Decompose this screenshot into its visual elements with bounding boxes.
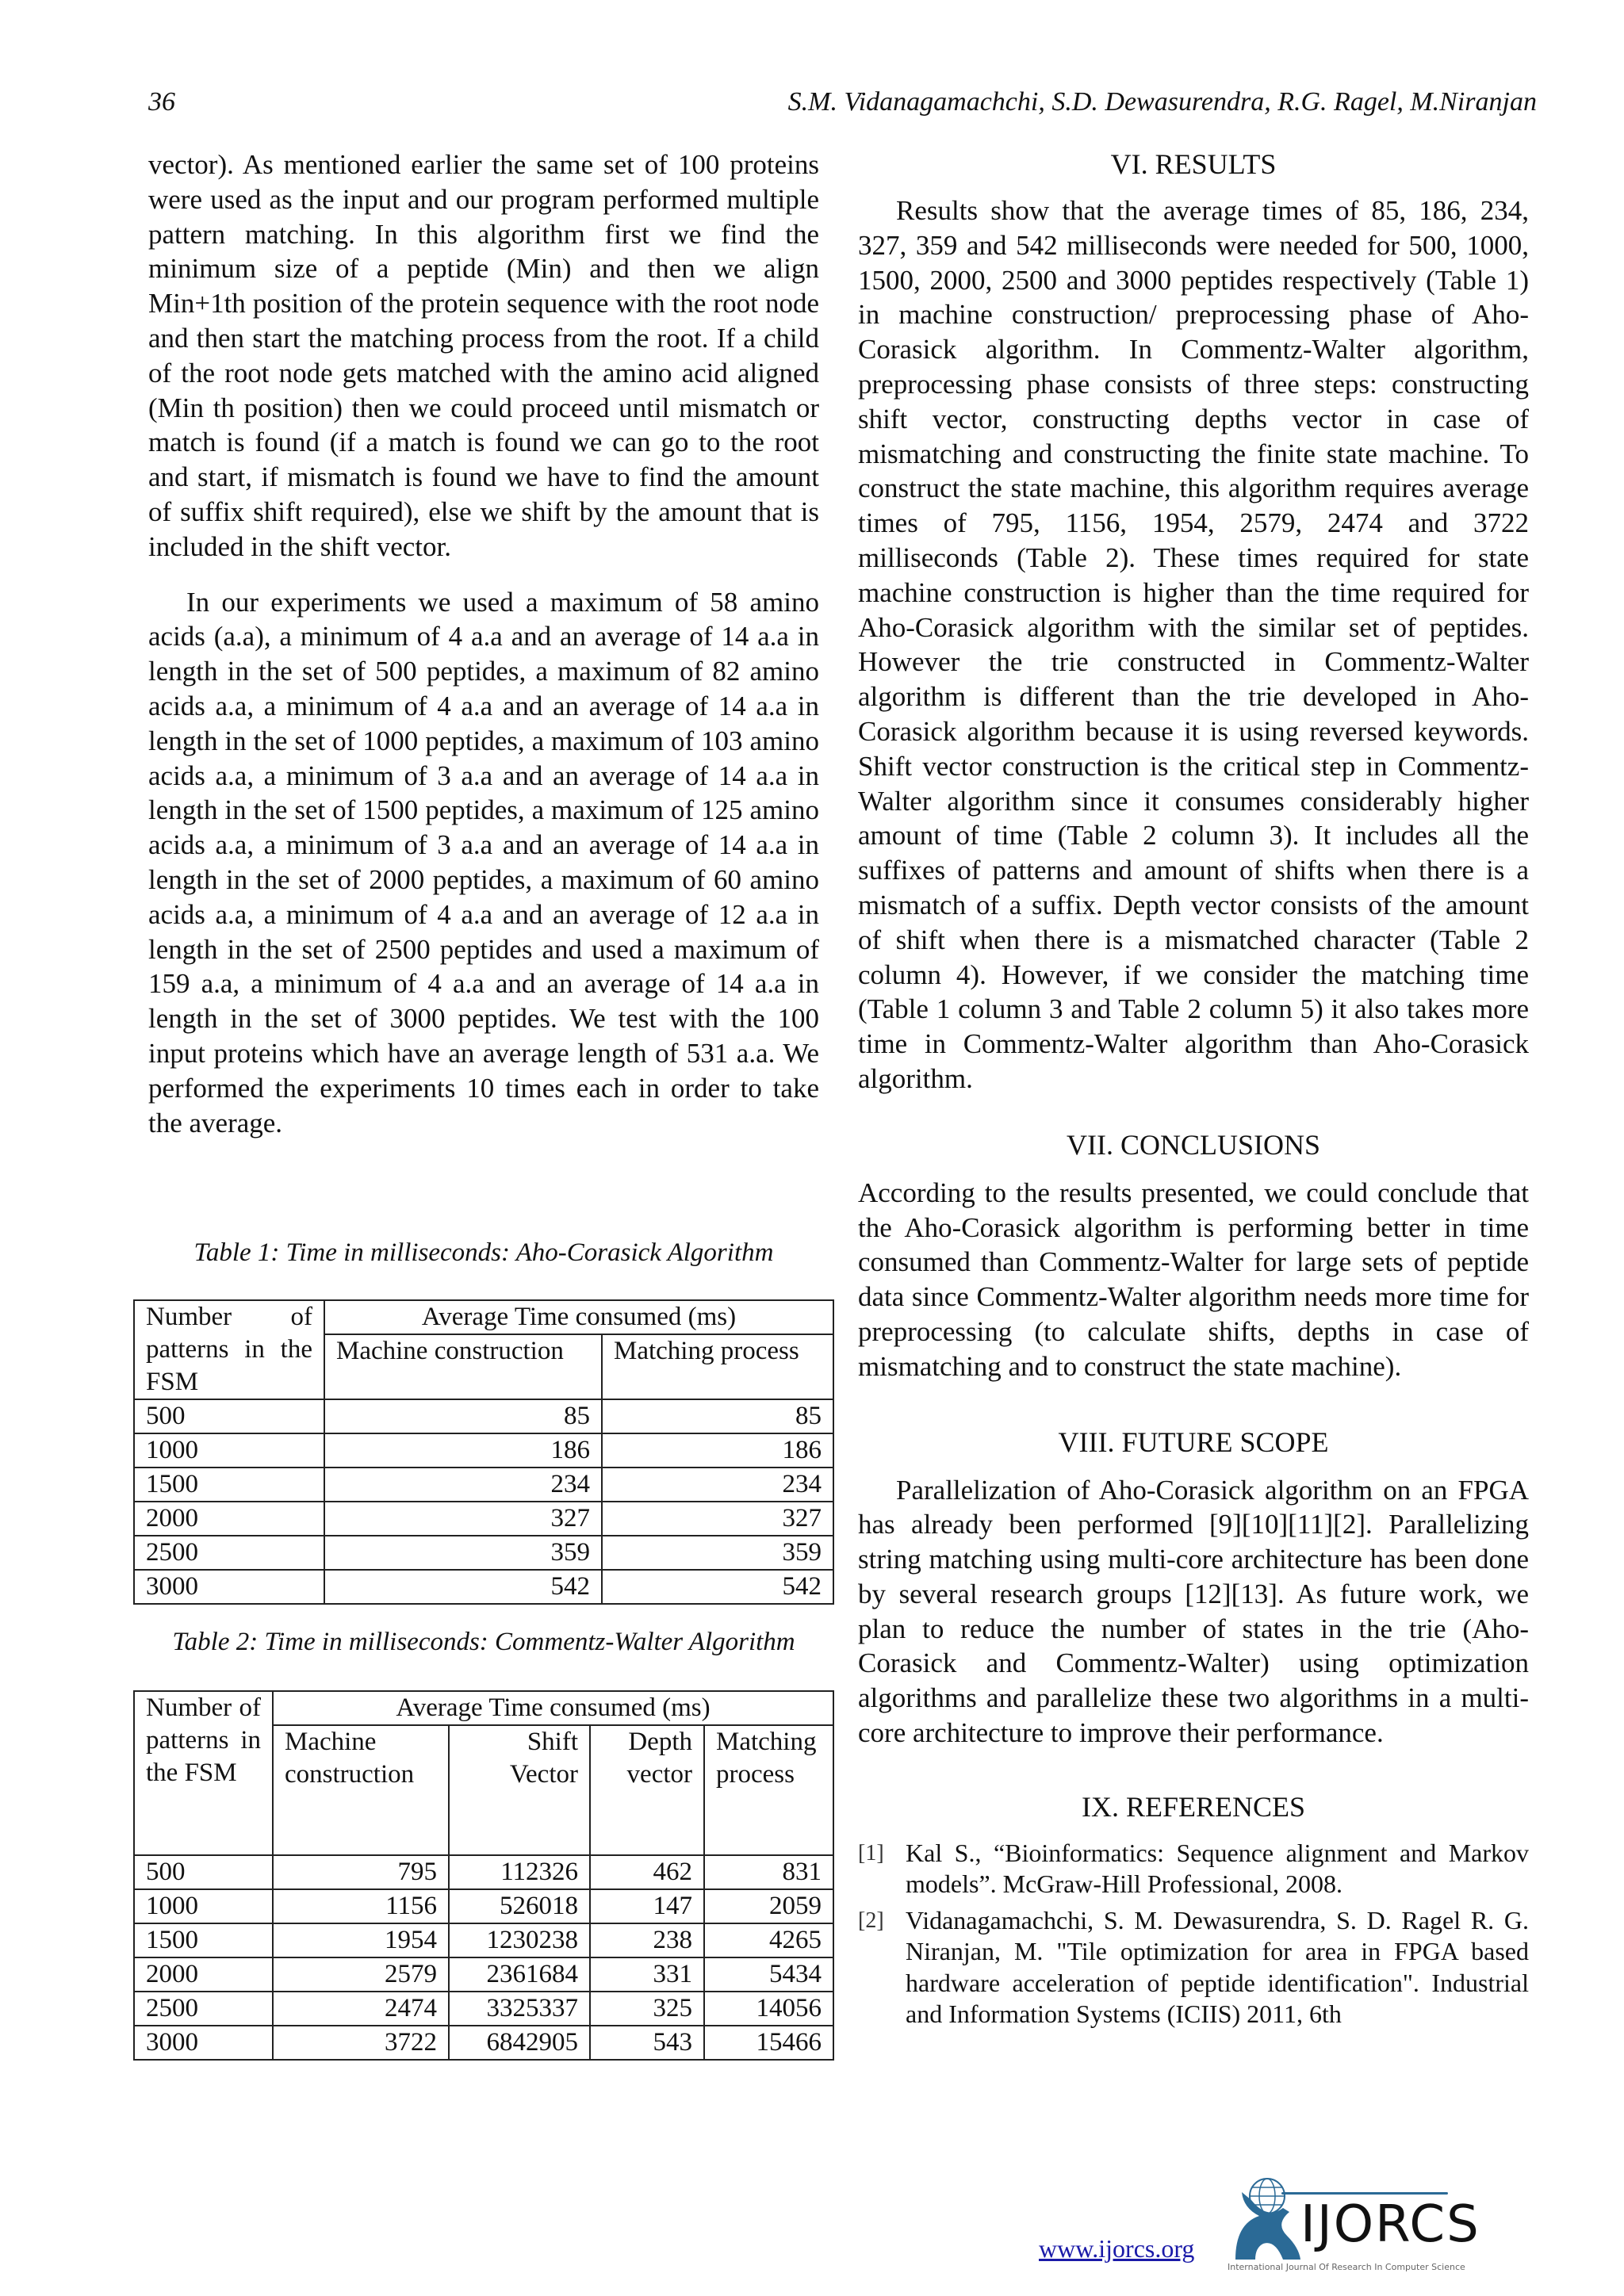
reference-number: [1] [858, 1840, 884, 1866]
paragraph: vector). As mentioned earlier the same set of 100 proteins were used as the input and our program performed multiple pattern matching. In this algorithm first we find the minimum size of a peptide (Min) and then we align Min+1th position of the protein sequence with the root node and then start the matching process from the root. If a child of the root node gets matched with the amino acid aligned (Min th position) then we could proceed until mismatch or match is found (if a match is found we can go to the root and start, if mismatch is found we have to find the amount of suffix shift required), else we shift by the amount that is included in the shift vector. [148, 149, 819, 562]
ijorcs-logo [1228, 2176, 1545, 2275]
table-row [134, 1923, 833, 1957]
value-cell: 1954 [273, 1923, 449, 1957]
value-cell: 542 [324, 1570, 602, 1604]
value-cell: 3325337 [449, 1992, 590, 2026]
value-cell: 4265 [704, 1923, 833, 1957]
row-label-cell: 1500 [134, 1923, 273, 1957]
table-row [134, 1399, 833, 1433]
table-row [134, 1502, 833, 1536]
table-header: Machine construction [273, 1725, 449, 1855]
value-cell: 542 [602, 1570, 833, 1604]
logo-wordmark: IJORCS [1300, 2195, 1480, 2254]
table-header: Matching process [704, 1725, 833, 1855]
left-column [148, 147, 819, 1140]
row-label-cell: 500 [134, 1855, 273, 1889]
table-header: Machine construction [324, 1334, 602, 1399]
value-cell: 325 [590, 1992, 704, 2026]
row-label-cell: 1500 [134, 1468, 324, 1502]
value-cell: 6842905 [449, 2026, 590, 2060]
value-cell: 1230238 [449, 1923, 590, 1957]
table-header: Depth vector [590, 1725, 704, 1855]
value-cell: 327 [602, 1502, 833, 1536]
row-label-cell: 2500 [134, 1536, 324, 1570]
section-heading-references: IX. REFERENCES [1081, 1790, 1306, 1823]
table-row [134, 1433, 833, 1468]
table-row [134, 1468, 833, 1502]
value-cell: 795 [273, 1855, 449, 1889]
paragraph: In our experiments we used a maximum of 58 amino acids (a.a), a minimum of 4 a.a and an average of 14 a.a in length in the set of 500 peptides, a maximum of 82 amino acids a.a, a minimum of 4 a.a and an average of 14 a.a in length in the set of 1000 peptides, a maximum of 103 amino acids a.a, a minimum of 3 a.a and an average of 14 a.a in length in the set of 1500 peptides, a maximum of 125 amino acids a.a, a minimum of 3 a.a and an average of 14 a.a in length in the set of 2000 peptides, a maximum of 60 amino acids a.a, a minimum of 4 a.a and an average of 12 a.a in length in the set of 2500 peptides and used a maximum of 159 a.a, a minimum of 4 a.a and an average of 14 a.a in length in the set of 3000 peptides. We test with the 100 input proteins which have an average length of 531 a.a. We performed the experiments 10 times each in order to take the average. [148, 586, 819, 1138]
value-cell: 1156 [273, 1889, 449, 1923]
journal-link[interactable]: www.ijorcs.org [1039, 2234, 1195, 2263]
value-cell: 238 [590, 1923, 704, 1957]
reference-item [858, 1905, 1529, 2030]
section-heading-future-scope: VIII. FUTURE SCOPE [1058, 1425, 1329, 1458]
value-cell: 2361684 [449, 1957, 590, 1992]
row-label-cell: 3000 [134, 2026, 273, 2060]
value-cell: 85 [324, 1399, 602, 1433]
running-header-authors: S.M. Vidanagamachchi, S.D. Dewasurendra, R.G. Ragel, M.Niranjan [787, 87, 1537, 117]
table1 [133, 1299, 834, 1605]
section-heading-conclusions: VII. CONCLUSIONS [1066, 1128, 1320, 1161]
value-cell: 2474 [273, 1992, 449, 2026]
table-row [134, 1570, 833, 1604]
value-cell: 2579 [273, 1957, 449, 1992]
table-header-group: Average Time consumed (ms) [324, 1300, 833, 1334]
section-heading-results: VI. RESULTS [1110, 148, 1277, 180]
table-header: Shift Vector [449, 1725, 590, 1855]
row-label-cell: 500 [134, 1399, 324, 1433]
table-header: Number of patterns in the FSM [134, 1300, 324, 1399]
table1-caption: Table 1: Time in milliseconds: Aho-Corasick Algorithm [193, 1238, 774, 1267]
table-row [134, 1957, 833, 1992]
value-cell: 15466 [704, 2026, 833, 2060]
value-cell: 331 [590, 1957, 704, 1992]
table-header-group: Average Time consumed (ms) [273, 1691, 833, 1725]
reference-item [858, 1838, 1529, 1900]
value-cell: 831 [704, 1855, 833, 1889]
table-row [134, 1855, 833, 1889]
value-cell: 186 [324, 1433, 602, 1468]
value-cell: 327 [324, 1502, 602, 1536]
value-cell: 85 [602, 1399, 833, 1433]
row-label-cell: 1000 [134, 1433, 324, 1468]
value-cell: 359 [602, 1536, 833, 1570]
value-cell: 112326 [449, 1855, 590, 1889]
right-column [858, 147, 1529, 2030]
row-label-cell: 2000 [134, 1502, 324, 1536]
row-label-cell: 2000 [134, 1957, 273, 1992]
value-cell: 2059 [704, 1889, 833, 1923]
reference-text: Kal S., “Bioinformatics: Sequence alignment and Markov models”. McGraw-Hill Professional, 2008. [906, 1838, 1529, 1899]
logo-subtitle: International Journal Of Research In Computer Science [1228, 2262, 1465, 2272]
table-row [134, 1889, 833, 1923]
reference-text: Vidanagamachchi, S. M. Dewasurendra, S. D. Ragel R. G. Niranjan, M. "Tile optimization for area in FPGA based hardware acceleration of peptide identification". Industrial and Information Systems (ICIIS) 2011, 6th [906, 1905, 1529, 2029]
table-header: Number of patterns in the FSM [134, 1691, 273, 1855]
value-cell: 543 [590, 2026, 704, 2060]
value-cell: 186 [602, 1433, 833, 1468]
value-cell: 234 [324, 1468, 602, 1502]
value-cell: 359 [324, 1536, 602, 1570]
value-cell: 5434 [704, 1957, 833, 1992]
value-cell: 147 [590, 1889, 704, 1923]
row-label-cell: 3000 [134, 1570, 324, 1604]
value-cell: 234 [602, 1468, 833, 1502]
value-cell: 526018 [449, 1889, 590, 1923]
table-row [134, 2026, 833, 2060]
row-label-cell: 1000 [134, 1889, 273, 1923]
table-row [134, 1536, 833, 1570]
row-label-cell: 2500 [134, 1992, 273, 2026]
value-cell: 14056 [704, 1992, 833, 2026]
table-header: Matching process [602, 1334, 833, 1399]
value-cell: 462 [590, 1855, 704, 1889]
paragraph: Results show that the average times of 85, 186, 234, 327, 359 and 542 milliseconds were needed for 500, 1000, 1500, 2000, 2500 and 3000 peptides respectively (Table 1) in machine construction/ preprocessing phase of Aho-Corasick algorithm. In Commentz-Walter algorithm, preprocessing phase consists of three steps: constructing shift vector, constructing depths vector in case of mismatching and constructing the finite state machine. To construct the state machine, this algorithm requires average times of 795, 1156, 1954, 2579, 2474 and 3722 milliseconds (Table 2). These times required for state machine construction is higher than the time required for Aho-Corasick algorithm with the similar set of peptides. However the trie constructed in Commentz-Walter algorithm is different than the trie developed in Aho-Corasick algorithm because it is using reversed keywords. Shift vector construction is the critical step in Commentz-Walter algorithm since it consumes considerably higher amount of time (Table 2 column 3). It includes all the suffixes of patterns and amount of shifts when there is a mismatch of a suffix. Depth vector consists of the amount of shift when there is a mismatched character (Table 2 column 4). However, if we consider the matching time (Table 1 column 3 and Table 2 column 5) it also takes more time in Commentz-Walter algorithm than Aho-Corasick algorithm. [858, 195, 1529, 1094]
table2-caption: Table 2: Time in milliseconds: Commentz-Walter Algorithm [172, 1628, 795, 1656]
table-row [134, 1992, 833, 2026]
reference-number: [2] [858, 1908, 884, 1933]
page-number: 36 [148, 87, 175, 117]
paragraph: According to the results presented, we could conclude that the Aho-Corasick algorithm is performing better in time consumed than Commentz-Walter for large sets of peptide data since Commentz-Walter algorithm needs more time for preprocessing (to calculate shifts, depths in case of mismatching and to construct the state machine). [858, 1177, 1529, 1382]
globe-icon [1228, 2176, 1307, 2263]
reference-list [858, 1838, 1529, 2030]
table2 [133, 1690, 834, 2061]
value-cell: 3722 [273, 2026, 449, 2060]
paragraph: Parallelization of Aho-Corasick algorithm on an FPGA has already been performed [9][10][11][2]. Parallelizing string matching using multi-core architecture has been done by several research groups [12][13]. As future work, we plan to reduce the number of states in the trie (Aho-Corasick and Commentz-Walter) using optimization algorithms and parallelize these two algorithms in a multi-core architecture to improve their performance. [858, 1474, 1529, 1749]
